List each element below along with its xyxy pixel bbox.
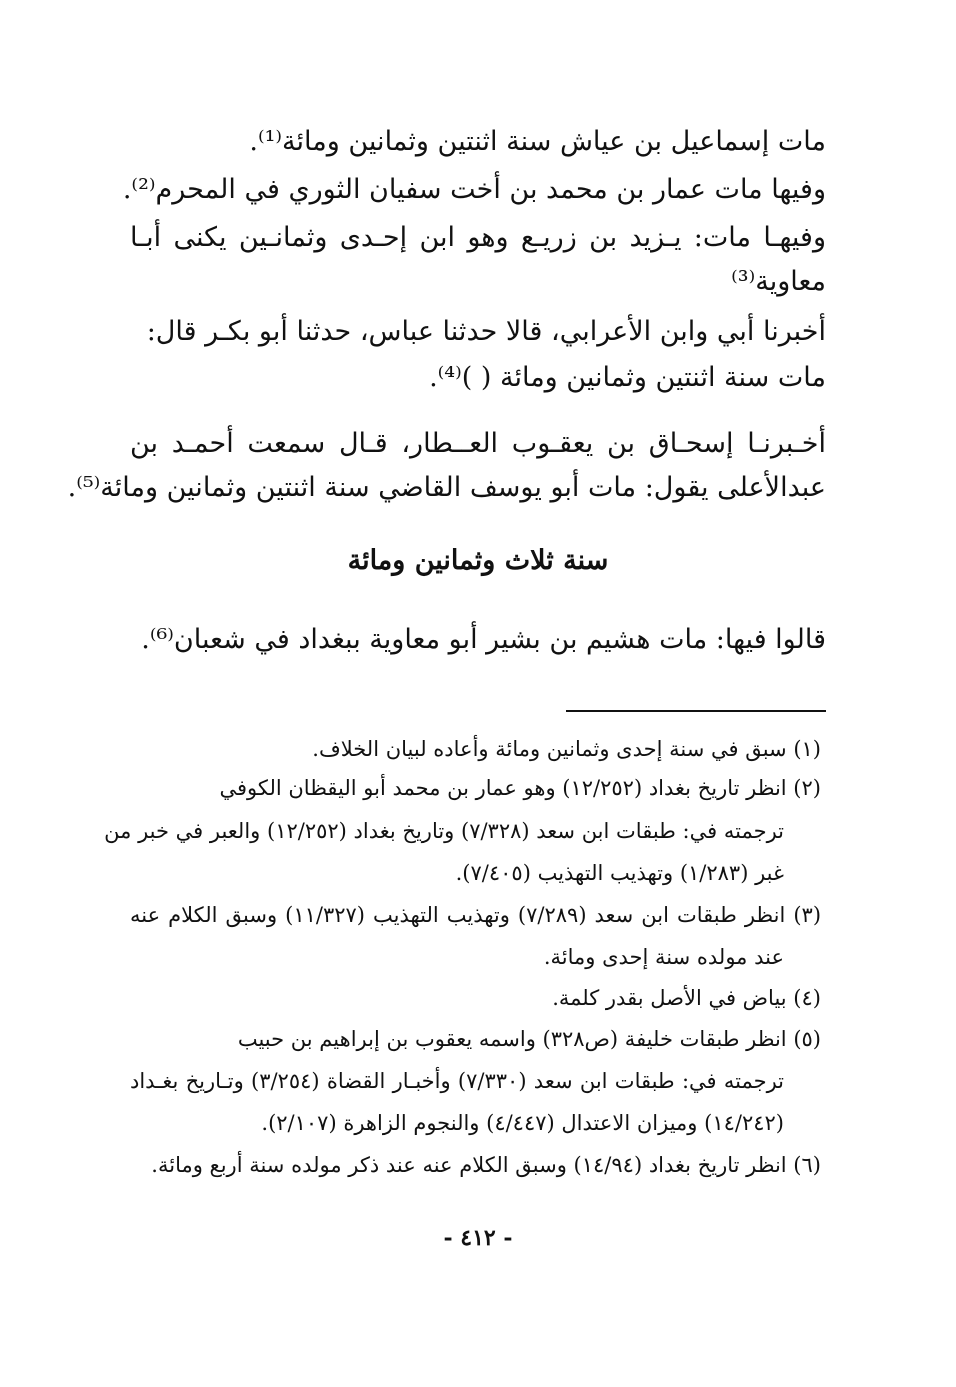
footnote-6: (٦) انظر تاريخ بغداد (١٤/٩٤) وسبق الكلام عنه عند ذكر مولده سنة أربع ومائة.	[151, 1153, 821, 1177]
footnote-3-cont: عند مولده سنة إحدى ومائة.	[543, 945, 784, 969]
body-line-1: مات إسماعيل بن عياش سنة اثنتين وثمانين ومائة⁽¹⁾.	[249, 126, 826, 157]
footnote-2-cont-2: غبر (١/٢٨٣) وتهذيب التهذيب (٧/٤٠٥).	[455, 861, 784, 885]
footnote-3: (٣) انظر طبقات ابن سعد (٧/٢٨٩) وتهذيب التهذيب (١١/٣٢٧) وسبق الكلام عنه	[130, 903, 822, 927]
footnote-2-cont-1: ترجمته في: طبقات ابن سعد (٧/٣٢٨) وتاريخ بغداد (١٢/٢٥٢) والعبر في خبر من	[104, 819, 784, 843]
body-line-6: مات سنة اثنتين وثمانين ومائة ( )⁽⁴⁾.	[429, 362, 826, 393]
body-line-2: وفيها مات عمار بن محمد بن أخت سفيان الثوري في المحرم⁽²⁾.	[122, 174, 826, 205]
body-line-8: عبدالأعلى يقول: مات أبو يوسف القاضي سنة اثنتين وثمانين ومائة⁽⁵⁾.	[67, 472, 826, 503]
footnote-1: (١) سبق في سنة إحدى وثمانين ومائة وأعاده لبيان الخلاف.	[312, 737, 821, 761]
footnote-separator	[566, 710, 826, 712]
footnote-5-cont-1: ترجمته في: طبقات ابن سعد (٧/٣٣٠) وأخبـار القضاة (٣/٢٥٤) وتـاريخ بغـداد	[130, 1069, 784, 1093]
footnote-2: (٢) انظر تاريخ بغداد (١٢/٢٥٢) وهو عمار بن محمد أبو اليقظان الكوفي	[219, 776, 821, 800]
body-line-4: معاوية⁽³⁾	[731, 266, 826, 297]
body-line-3: وفيهـا مات: يـزيد بن زريـع وهو ابن إحـدى وثمانـين يكنى أبـا	[130, 222, 826, 253]
footnote-5: (٥) انظر طبقات خليفة (ص٣٢٨) واسمه يعقوب بن إبراهيم بن حبيب	[237, 1027, 821, 1051]
page-number: - ٤١٢ -	[443, 1225, 513, 1251]
body-line-9: قالوا فيها: مات هشيم بن بشير أبو معاوية ببغداد في شعبان⁽⁶⁾.	[141, 624, 826, 655]
footnote-4: (٤) بياض في الأصل بقدر كلمة.	[552, 986, 821, 1010]
body-line-5: أخبرنا أبي وابن الأعرابي، قالا حدثنا عباس، حدثنا أبو بكـر قال:	[146, 316, 826, 347]
body-line-7: أخـبرنـا إسحـاق بن يعقـوب العــطار، قـال سمعت أحمـد بن	[130, 428, 826, 459]
section-heading: سنة ثلاث وثمانين ومائة	[347, 545, 609, 576]
footnote-5-cont-2: (١٤/٢٤٢) وميزان الاعتدال (٤/٤٤٧) والنجوم الزاهرة (٢/١٠٧).	[261, 1111, 784, 1135]
